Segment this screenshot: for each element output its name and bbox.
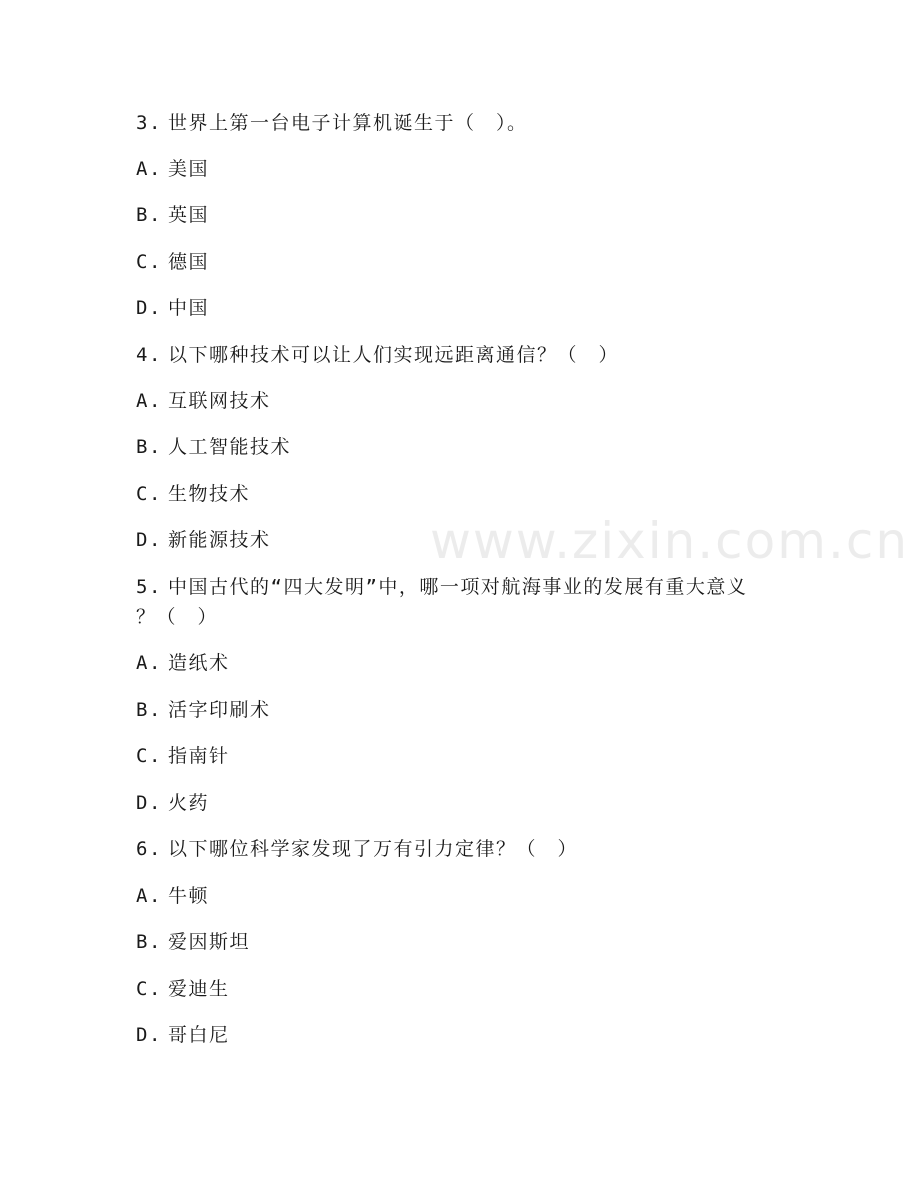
option-3d <box>136 294 209 322</box>
option-label: A. <box>136 885 162 907</box>
option-label: B. <box>136 436 162 458</box>
option-5b <box>136 696 271 724</box>
option-label: A. <box>136 652 162 674</box>
option-text: 活字印刷术 <box>168 699 271 721</box>
option-text: 爱迪生 <box>168 978 230 1000</box>
watermark: www.zixin.com.cn <box>430 512 910 570</box>
option-label: D. <box>136 529 162 551</box>
question-number: 6. <box>136 838 162 860</box>
question-number: 3. <box>136 112 162 134</box>
question-5-continued <box>136 603 218 631</box>
option-label: B. <box>136 204 162 226</box>
option-4b <box>136 433 291 461</box>
option-label: B. <box>136 699 162 721</box>
question-text: 以下哪位科学家发现了万有引力定律？（ ） <box>168 838 579 860</box>
option-text: 中国 <box>168 297 210 319</box>
option-5a <box>136 649 230 677</box>
option-text: 爱因斯坦 <box>168 931 251 953</box>
question-text: 世界上第一台电子计算机诞生于（ ）。 <box>168 112 528 134</box>
question-text: 以下哪种技术可以让人们实现远距离通信？（ ） <box>168 344 620 366</box>
question-6 <box>136 835 578 863</box>
question-number: 4. <box>136 344 162 366</box>
option-text: 德国 <box>168 251 210 273</box>
option-label: C. <box>136 251 162 273</box>
option-3b <box>136 201 209 229</box>
option-text: 人工智能技术 <box>168 436 292 458</box>
option-text: 火药 <box>168 792 210 814</box>
option-5c <box>136 742 230 770</box>
option-label: C. <box>136 483 162 505</box>
option-3c <box>136 248 209 276</box>
option-6c <box>136 975 230 1003</box>
option-6d <box>136 1021 230 1049</box>
option-4a <box>136 387 271 415</box>
option-label: A. <box>136 158 162 180</box>
option-text: 指南针 <box>168 745 230 767</box>
option-6b <box>136 928 250 956</box>
question-text: 中国古代的“四大发明”中，哪一项对航海事业的发展有重大意义 <box>168 576 748 598</box>
option-label: D. <box>136 1024 162 1046</box>
option-5d <box>136 789 209 817</box>
option-text: 英国 <box>168 204 210 226</box>
question-3 <box>136 109 528 137</box>
option-label: C. <box>136 978 162 1000</box>
question-5 <box>136 573 747 601</box>
question-number: 5. <box>136 576 162 598</box>
option-4d <box>136 526 271 554</box>
option-text: 互联网技术 <box>168 390 271 412</box>
option-4c <box>136 480 250 508</box>
question-text-continued: ？（ ） <box>136 606 219 628</box>
option-label: D. <box>136 792 162 814</box>
option-label: B. <box>136 931 162 953</box>
option-label: A. <box>136 390 162 412</box>
option-text: 生物技术 <box>168 483 251 505</box>
option-6a <box>136 882 209 910</box>
option-text: 造纸术 <box>168 652 230 674</box>
option-text: 新能源技术 <box>168 529 271 551</box>
option-label: C. <box>136 745 162 767</box>
option-text: 牛顿 <box>168 885 210 907</box>
option-label: D. <box>136 297 162 319</box>
option-3a <box>136 155 209 183</box>
option-text: 美国 <box>168 158 210 180</box>
question-4 <box>136 341 619 369</box>
option-text: 哥白尼 <box>168 1024 230 1046</box>
